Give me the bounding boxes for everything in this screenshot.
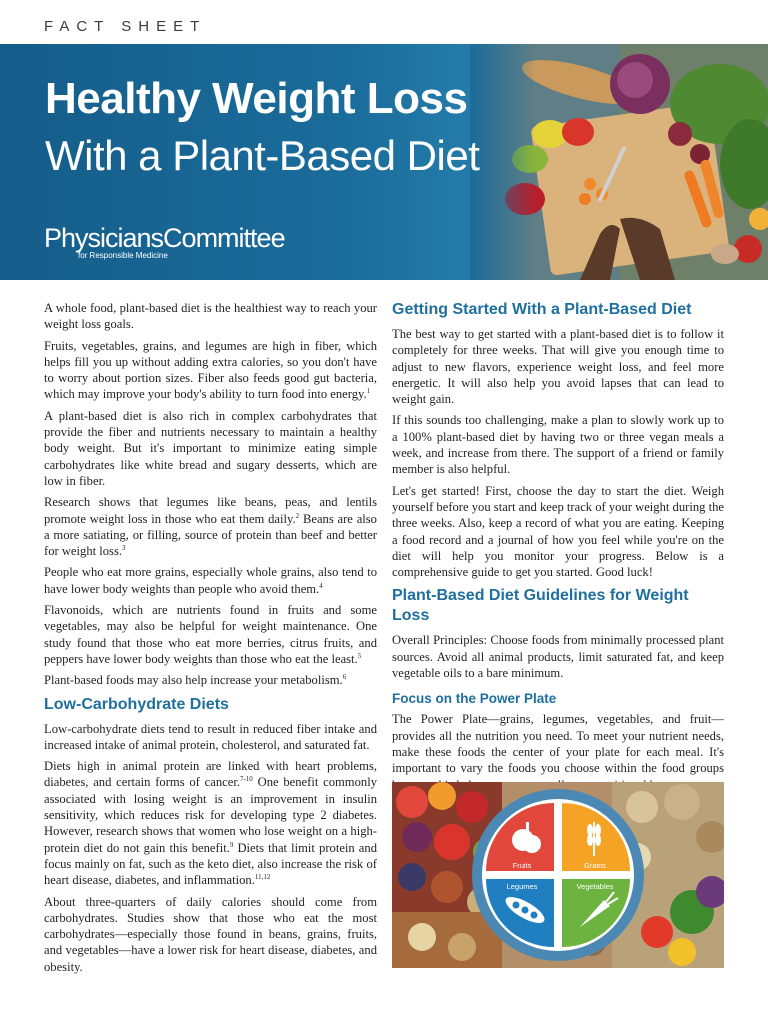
footnote-ref: 2 [295, 511, 300, 520]
header-banner [0, 44, 768, 280]
paragraph: Research shows that legumes like beans, peas, and lentils promote weight loss in those who eat them daily.$^2$ Beans are also a more satiating, or filling, source of protein than beef and better for weight loss.$^3$ [44, 495, 377, 559]
page-title: Healthy Weight Loss [45, 74, 468, 123]
right-column [392, 300, 724, 798]
page-subtitle: With a Plant-Based Diet [45, 132, 480, 179]
paragraph: The Power Plate—grains, legumes, vegetables, and fruit—provides all the nutrition you need. To meet your nutrient needs, make these foods the center of your plate for each meal. It's important to vary the foods you choose within the food groups [392, 712, 724, 776]
paragraph: A whole food, plant-based diet is the healthiest way to reach your weight loss goals. [44, 301, 377, 332]
paragraph: Overall Principles: Choose foods from minimally processed plant sources. Avoid all animal products, limit saturated fat, and keep vegetable oils to a bare minimum. [392, 633, 724, 681]
paragraph: A plant-based diet is also rich in complex carbohydrates that provide the fiber and nutrients necessary to maintain a healthy body weight. But it's important to minimize eating simple carbohydrates like white bread and sugary desserts, which are low in fiber. [44, 408, 377, 488]
paragraph: Plant-based foods may also help increase your metabolism.$^6$ [44, 673, 347, 688]
footnote-ref: 7-10 [239, 775, 253, 784]
left-column [44, 300, 377, 980]
section-heading-getting-started: Getting Started With a Plant-Based Diet [392, 301, 692, 318]
footnote-ref: 1 [366, 387, 371, 396]
org-name: PhysiciansCommittee [44, 223, 285, 253]
grains-label: Grains [583, 861, 607, 870]
fact-sheet-eyebrow: FACT SHEET [44, 18, 207, 35]
power-plate-illustration [392, 782, 724, 968]
footnote-ref: 6 [342, 673, 347, 682]
section-heading-guidelines: Plant-Based Diet Guidelines for Weight Loss [392, 587, 689, 625]
paragraph: If this sounds too challenging, make a plan to slowly work up to a 100% plant-based diet by having two or three vegan meals a week, and increase from there. The support of a friend or family member is also helpful. [392, 413, 724, 477]
paragraph: Low-carbohydrate diets tend to result in reduced fiber intake and increased intake of animal protein, cholesterol, and saturated fat. [44, 721, 377, 752]
org-tagline: for Responsible Medicine [78, 251, 168, 260]
org-logo [44, 224, 285, 260]
vegetables-label: Vegetables [576, 882, 614, 891]
footnote-ref: 3 [122, 543, 126, 552]
footnote-ref: 9 [229, 840, 234, 849]
paragraph: Diets high in animal protein are linked with heart problems, diabetes, and certain forms of cancer.$^{7-10}$ One benefit commonly associated with losing weight is an improvement in insulin sensitivity, which reduces risk for developing type 2 diabetes. However, research shows that women who lose weight on a high-protein diet do not gain this benefit.$^9$ Diets that limit protein and focus mainly on fat, such as the keto diet, also increase the risk of heart disease, diabetes, and inflammation.$^{11,12}$ [44, 759, 377, 888]
vegetables-cutting-board-photo [470, 44, 768, 280]
footnote-ref: 4 [319, 581, 323, 590]
paragraph: Fruits, vegetables, grains, and legumes are high in fiber, which helps fill you up without adding extra calories, so you don't have to worry about portion sizes. Fiber also feeds good gut bacteria, which may improve your body's ability to turn food into energy.$^1$ [44, 338, 377, 402]
section-heading-low-carb: Low-Carbohydrate Diets [44, 695, 229, 713]
paragraph: People who eat more grains, especially whole grains, also tend to have lower body weights than people who avoid them.$^4$ [44, 565, 377, 596]
power-plate-figure [392, 782, 724, 968]
paragraph: The best way to get started with a plant-based diet is to follow it completely for three weeks. That will give you enough time to adjust to new flavors, experience weight loss, and feel more energetic. It will also help you avoid lapses that can lead to weight gain. [392, 327, 724, 407]
paragraph: Let's get started! First, choose the day to start the diet. Weigh yourself before you start and keep track of your weight during the three weeks. Also, keep a record of what you are eating. Keeping a food record and a journal of how you feel while you're on the diet will help you monitor your progress. Below is a comprehensive guide to get you started. Good luck! [392, 483, 724, 580]
legumes-label: Legumes [506, 882, 538, 891]
paragraph: About three-quarters of daily calories should come from carbohydrates. Studies show that those who eat the most carbohydrates—especially those found in beans, grains, fruits, and vegetables—have a lower risk for heart disease, diabetes, and obesity. [44, 894, 377, 974]
fruits-label: Fruits [512, 861, 532, 870]
paragraph: Flavonoids, which are nutrients found in fruits and some vegetables, may also be helpful for weight maintenance. One study found that those who eat more berries, citrus fruits, and peppers have lower body weights than those who eat the least.$^5$ [44, 603, 377, 666]
footnote-ref: 5 [357, 651, 362, 660]
subheading-power-plate: Focus on the Power Plate [392, 691, 557, 707]
footnote-ref: 11,12 [254, 873, 271, 882]
